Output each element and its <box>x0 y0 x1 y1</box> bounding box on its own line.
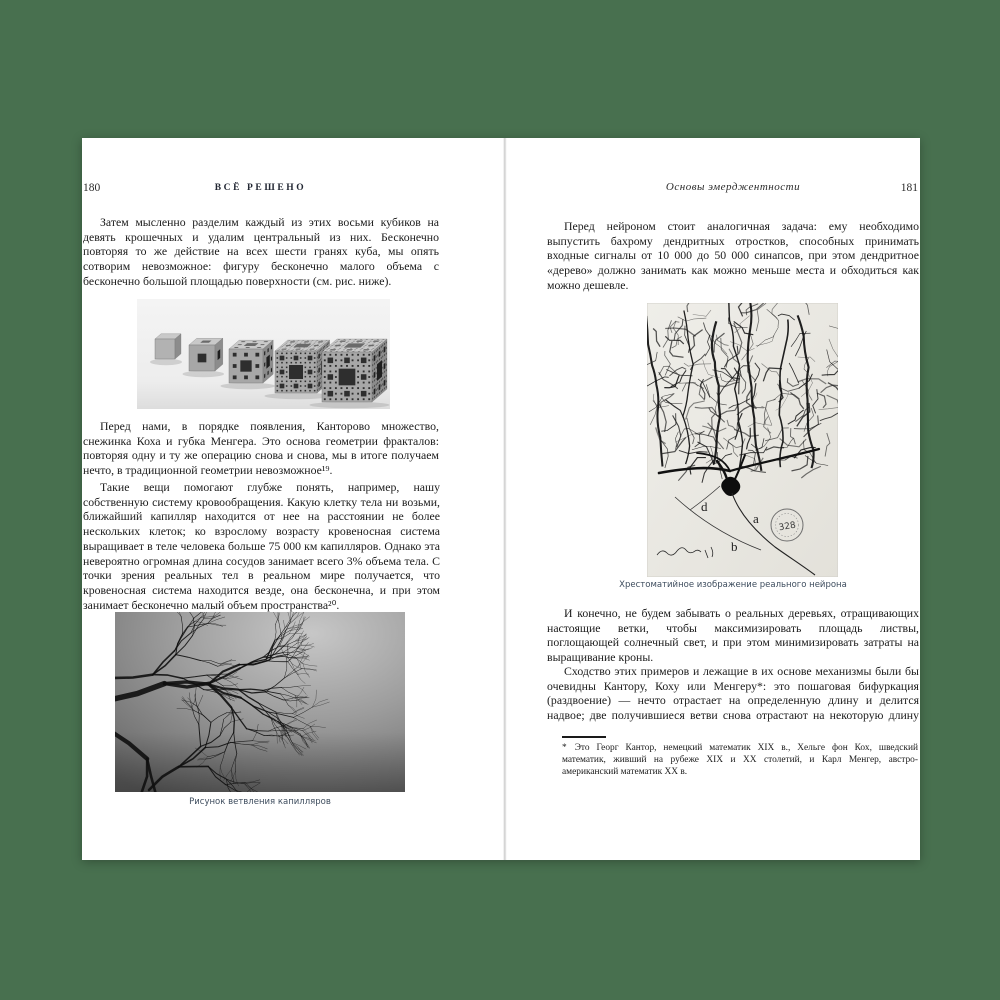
paragraph: Перед нейроном стоит аналогичная задача: ему необходимо выпустить бахрому дендритных отростков, способных принимать входные сигналы от 10 000 до 50 000 синапсов, при этом дендритное «дерево» должно занимать как можно меньше места и обходиться как можно дешевле. <box>547 219 919 292</box>
paragraph: И конечно, не будем забывать о реальных деревьях, отращивающих настоящие ветки, чтобы максимизировать площадь листвы, поглощающей солнечный свет, и при этом минимизировать затраты на выращивание кроны. <box>547 606 919 665</box>
paragraph: Затем мысленно разделим каждый из этих восьми кубиков на девять крошечных и удалим центральный из них. Бесконечно повторяя то же действие на всех шести гранях куба, мы опять сотворим невозможное: фигуру бесконечно малого объема с бесконечно большой площадью поверхности (см. рис. ниже). <box>83 215 439 288</box>
figure-menger-sponge-iterations <box>137 299 390 409</box>
footnote-marker: * <box>562 743 567 753</box>
neuron-image <box>647 303 838 577</box>
neuron-label-a: a <box>753 511 759 526</box>
figure-neuron-drawing <box>647 303 838 577</box>
neuron-caption: Хрестоматийное изображение реального нейрона <box>619 580 847 590</box>
figure-capillary-branching <box>115 612 405 792</box>
menger-cubes-image <box>137 299 390 409</box>
capillaries-image <box>115 612 405 792</box>
footnote-rule <box>562 736 606 738</box>
stamp-number: 328 <box>778 520 797 534</box>
page-gutter <box>503 138 507 860</box>
page-number-right: 181 <box>900 182 918 194</box>
paragraph: Такие вещи помогают глубже понять, например, нашу собственную систему кровообращения. Какую клетку тела ни возьми, ближайший капилляр находится от нее на расстоянии не более нескольких клеток; ко взрослому возрасту кровеносная система выращивает в теле человека больше 75 000 км капилляров. Однако эта невероятно огромная длина сосудов занимает всего 3% объема тела. С точки зрения реальных тел в реальном мире получается, что кровеносная система находится везде, она бесконечна, и при этом занимает бесконечно малый объем пространства²⁰. <box>83 480 440 612</box>
capillaries-caption: Рисунок ветвления капилляров <box>189 797 331 807</box>
neuron-label-b: b <box>731 539 738 554</box>
paragraph: Сходство этих примеров и лежащие в их основе механизмы были бы очевидны Кантору, Коху или Менгеру*: это пошаговая бифуркация (раздвоение) — нечто отрастает на определенную длину и делится надвое; две получившиеся ветви снова отрастают на некоторую длину <box>547 664 919 723</box>
footnote-text: * Это Георг Кантор, немецкий математик XIX в., Хельге фон Кох, шведский математик, живший на рубеже XIX и XX столетий, и Карл Менгер, австро-американский математик XX в. <box>562 743 918 777</box>
book-spread <box>82 138 920 860</box>
paragraph: Перед нами, в порядке появления, Канторово множество, снежинка Коха и губка Менгера. Это основа геометрии фракталов: повторяя одну и ту же операцию снова и снова, мы в итоге получаем нечто, в традиционной геометрии невозможное¹⁹. <box>83 419 439 478</box>
page-number-left: 180 <box>83 182 101 194</box>
footnote <box>562 736 918 779</box>
running-head-right: Основы эмерджентности <box>665 181 801 193</box>
running-head-left: ВСЁ РЕШЕНО <box>214 183 307 193</box>
neuron-label-d: d <box>701 499 708 514</box>
